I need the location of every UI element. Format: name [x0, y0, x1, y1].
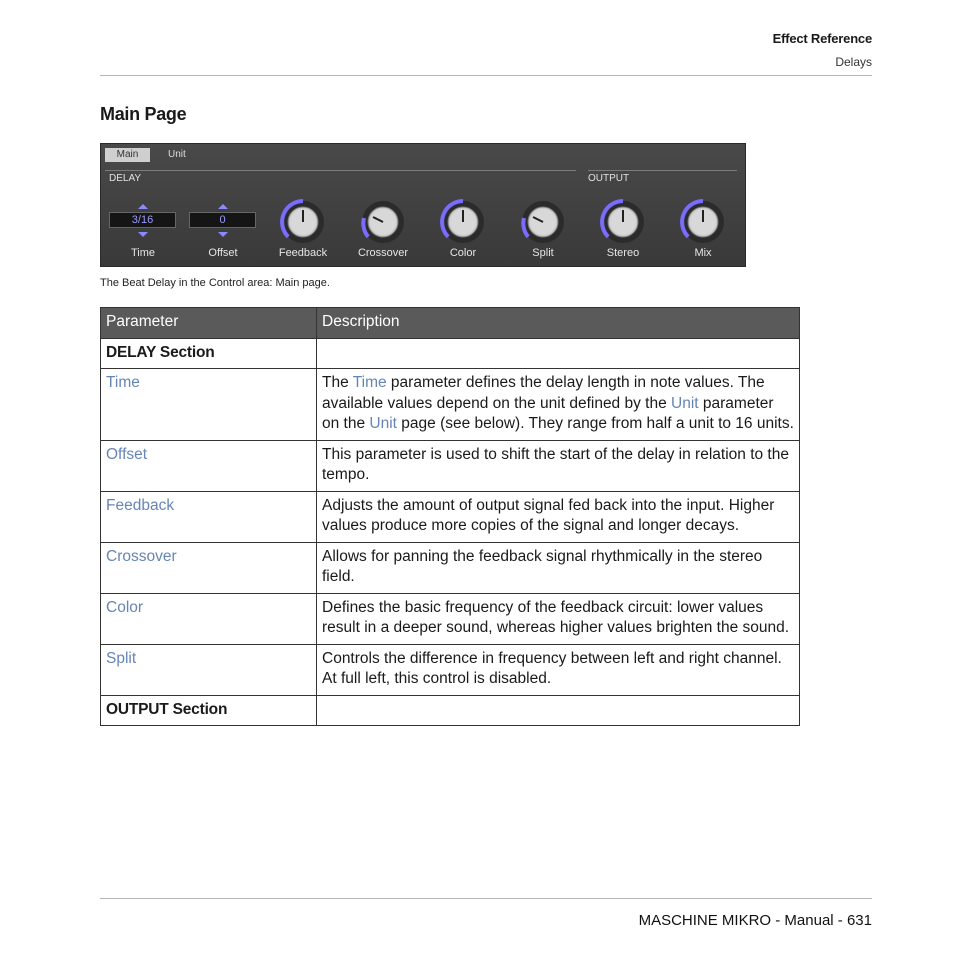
offset-up-arrow-icon[interactable]	[218, 204, 228, 209]
footer-page-number: MASCHINE MIKRO - Manual - 631	[638, 912, 872, 929]
offset-description: This parameter is used to shift the start of the delay in relation to the tempo.	[317, 440, 800, 491]
table-row	[101, 440, 800, 491]
header-title: Effect Reference	[772, 31, 872, 46]
time-param-link[interactable]: Time	[106, 374, 140, 391]
crossover-knob[interactable]	[359, 198, 407, 246]
table-row	[101, 695, 800, 726]
table-row	[101, 491, 800, 542]
table-row	[101, 338, 800, 369]
desc-text: parameter defines the delay length in note values. The available values depend on the unit defined by the	[322, 374, 765, 412]
desc-text: The	[322, 374, 353, 391]
offset-value-field[interactable]: 0	[189, 212, 256, 228]
output-section-label: OUTPUT	[588, 173, 630, 184]
offset-label: Offset	[208, 247, 238, 259]
column-header-description: Description	[317, 308, 800, 339]
delay-section-heading: DELAY Section	[101, 338, 317, 369]
crossover-description: Allows for panning the feedback signal rhythmically in the stereo field.	[317, 542, 800, 593]
crossover-label: Crossover	[357, 247, 409, 259]
feedback-knob[interactable]	[279, 198, 327, 246]
output-section-divider	[588, 170, 737, 171]
empty-cell	[317, 695, 800, 726]
mix-label: Mix	[694, 247, 712, 259]
section-title: Main Page	[100, 104, 187, 124]
feedback-description: Adjusts the amount of output signal fed back into the input. Higher values produce more copies of the signal and longer decays.	[317, 491, 800, 542]
header-subtitle: Delays	[835, 55, 872, 69]
table-row	[101, 593, 800, 644]
split-param-link[interactable]: Split	[106, 649, 137, 667]
time-down-arrow-icon[interactable]	[138, 232, 148, 237]
feedback-label: Feedback	[278, 247, 328, 259]
time-up-arrow-icon[interactable]	[138, 204, 148, 209]
table-row	[101, 644, 800, 695]
stereo-label: Stereo	[606, 247, 640, 259]
empty-cell	[317, 338, 800, 369]
split-label: Split	[532, 247, 554, 259]
time-link[interactable]: Time	[352, 374, 387, 391]
split-description: Controls the difference in frequency between left and right channel. At full left, this control is disabled.	[317, 644, 800, 695]
delay-section-label: DELAY	[109, 173, 142, 184]
delay-section-divider	[105, 170, 576, 171]
color-knob[interactable]	[439, 198, 487, 246]
header-divider	[100, 75, 872, 76]
time-label: Time	[130, 247, 156, 259]
control-panel-screenshot	[100, 143, 746, 267]
time-description	[317, 369, 800, 441]
desc-text: page (see below). They range from half a unit to 16 units.	[396, 415, 794, 432]
split-knob[interactable]	[519, 198, 567, 246]
offset-param-link[interactable]: Offset	[106, 445, 148, 463]
output-section-heading: OUTPUT Section	[101, 695, 317, 726]
table-row	[101, 369, 800, 441]
color-param-link[interactable]: Color	[106, 598, 144, 616]
color-label: Color	[449, 247, 477, 259]
tab-main[interactable]: Main	[105, 148, 150, 162]
feedback-param-link[interactable]: Feedback	[106, 496, 175, 514]
offset-down-arrow-icon[interactable]	[218, 232, 228, 237]
crossover-param-link[interactable]: Crossover	[106, 547, 177, 565]
footer-divider	[100, 898, 872, 899]
desc-text: parameter on the	[322, 394, 774, 432]
color-description: Defines the basic frequency of the feedback circuit: lower values result in a deeper sound, whereas higher values brighten the sound.	[317, 593, 800, 644]
stereo-knob[interactable]	[599, 198, 647, 246]
figure-caption: The Beat Delay in the Control area: Main page.	[100, 277, 330, 289]
mix-knob[interactable]	[679, 198, 727, 246]
table-header-row	[101, 308, 800, 339]
unit-page-link[interactable]: Unit	[369, 415, 397, 432]
tab-unit[interactable]: Unit	[168, 149, 186, 160]
unit-link[interactable]: Unit	[671, 394, 699, 412]
table-row	[101, 542, 800, 593]
parameter-table	[100, 307, 800, 726]
column-header-parameter: Parameter	[101, 308, 317, 339]
time-value-field[interactable]: 3/16	[109, 212, 176, 228]
